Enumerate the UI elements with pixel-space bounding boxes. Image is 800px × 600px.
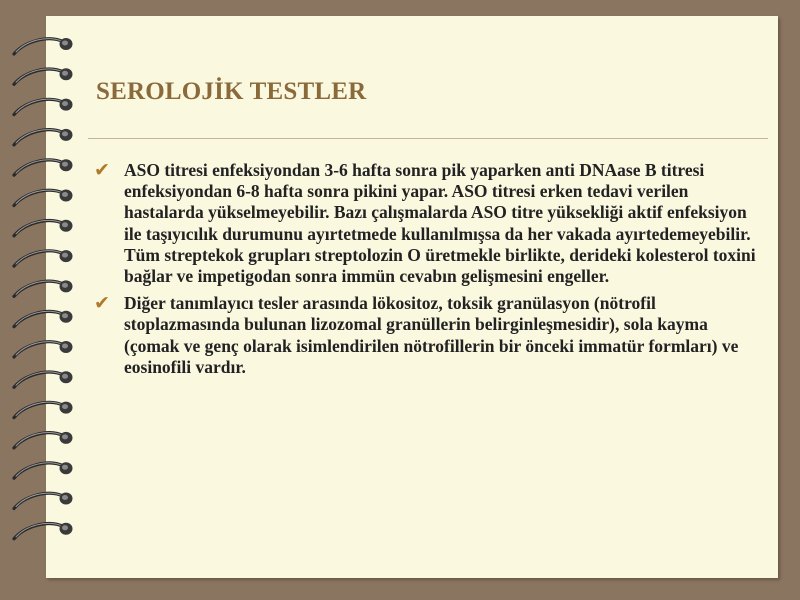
spiral-ring-icon xyxy=(14,523,73,539)
spiral-binding xyxy=(6,28,80,578)
spiral-ring-icon xyxy=(14,493,73,509)
check-icon: ✔ xyxy=(94,292,110,315)
check-icon: ✔ xyxy=(94,159,110,181)
bullet-item-aso xyxy=(94,160,764,287)
title-divider xyxy=(88,138,768,139)
spiral-ring-icon xyxy=(14,38,73,54)
bullet-text-aso: ASO titresi enfeksiyondan 3-6 hafta sonra pik yaparken anti DNAase B titresi enfeksiyondan 6-8 hafta sonra pikini yapar. ASO titresi erken tedavi verilen hastalarda yükselmeyebilir. Bazı çalışmalarda ASO titre yüksekliği aktif enfeksiyon ile taşıyıcılık durumunu ayırtetmede kullanılmışsa da her vakada ayırtedemeyebilir. Tüm streptekok grupları streptolozin O üretmekle birlikte, derideki kolesterol toxini bağlar ve impetigodan sonra immün cevabın gelişmesini engeller. xyxy=(124,160,756,287)
spiral-ring-icon xyxy=(14,68,73,84)
spiral-ring-icon xyxy=(14,250,73,266)
spiral-ring-icon xyxy=(14,402,73,418)
bullet-item-other-tests xyxy=(94,293,764,378)
spiral-ring-icon xyxy=(14,190,73,206)
bullet-list xyxy=(94,160,764,384)
spiral-ring-icon xyxy=(14,371,73,387)
spiral-ring-icon xyxy=(14,311,73,327)
bullet-text-other-tests: Diğer tanımlayıcı tesler arasında lökositoz, toksik granülasyon (nötrofil stoplazmasında bulunan lizozomal granüllerin belirginleşmesidir), sola kayma (çomak ve genç olarak isimlendirilen nötrofillerin bir önceki immatür formları) ve eosinofili vardır. xyxy=(124,293,739,377)
spiral-ring-icon xyxy=(14,220,73,236)
spiral-ring-icon xyxy=(14,129,73,145)
spiral-ring-icon xyxy=(14,462,73,478)
spiral-ring-icon xyxy=(14,99,73,115)
spiral-ring-icon xyxy=(14,280,73,296)
spiral-ring-icon xyxy=(14,159,73,175)
spiral-ring-icon xyxy=(14,341,73,357)
spiral-ring-icon xyxy=(14,432,73,448)
slide-title: SEROLOJİK TESTLER xyxy=(96,78,367,105)
